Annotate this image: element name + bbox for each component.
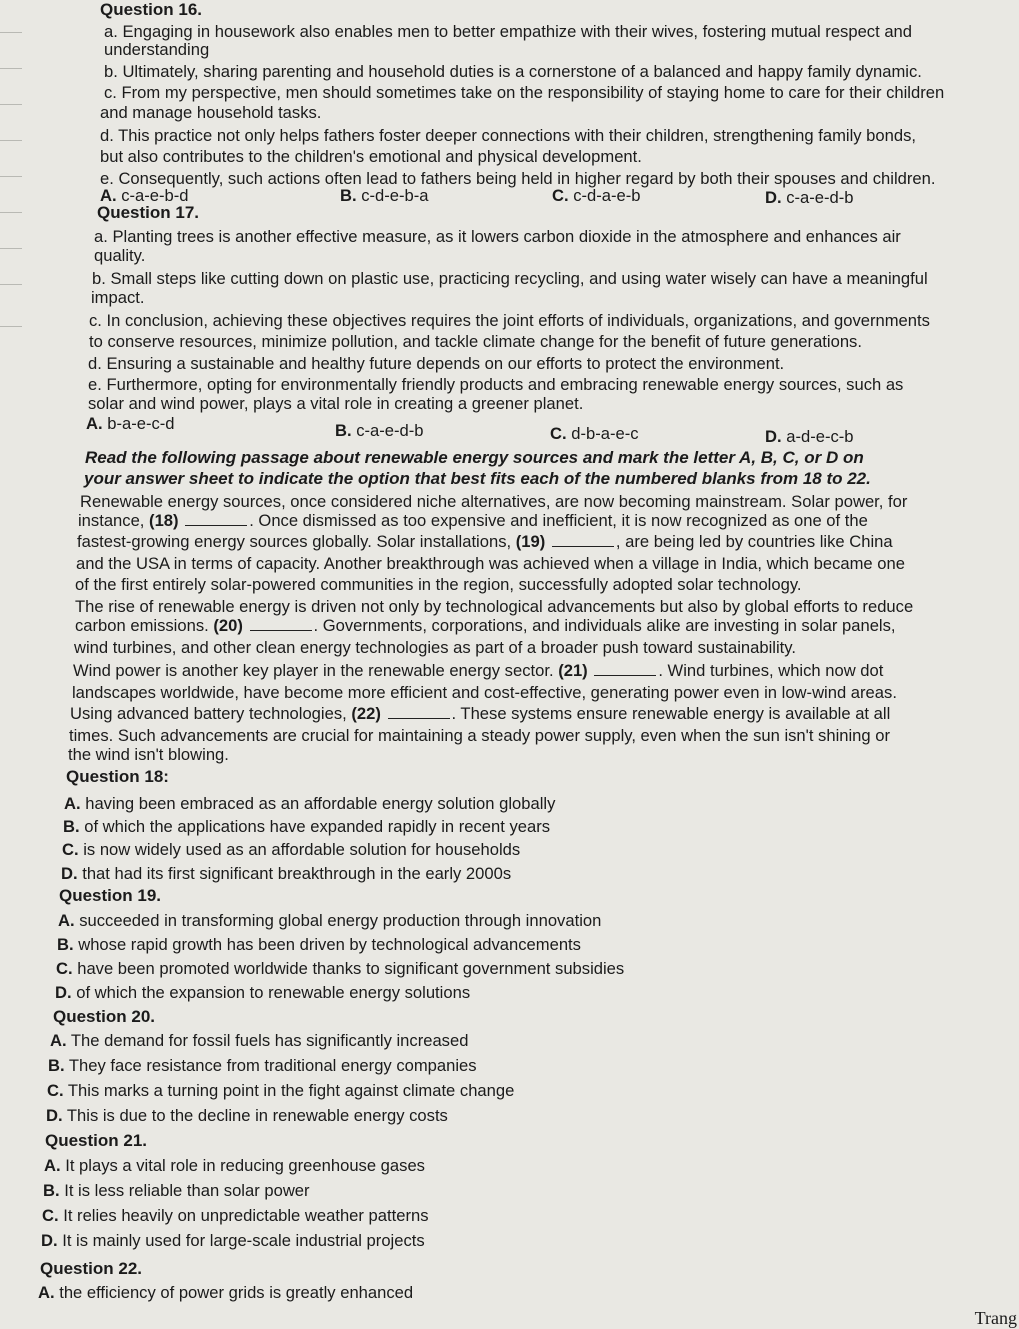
passage-instruction-cont: your answer sheet to indicate the option that best fits each of the numbered blanks from 18 to 22. <box>84 469 871 488</box>
q17-option-a[interactable] <box>86 414 175 433</box>
question-22-title: Question 22. <box>40 1259 143 1278</box>
option-letter: D. <box>46 1106 63 1125</box>
blank-number-20: (20) <box>213 616 243 635</box>
blank-number-21: (21) <box>558 661 588 680</box>
option-letter: B. <box>57 935 74 954</box>
option-text: It is less reliable than solar power <box>64 1181 310 1200</box>
option-letter: B. <box>335 421 352 440</box>
option-text: d-b-a-e-c <box>571 424 639 443</box>
passage-text: . These systems ensure renewable energy is available at all <box>451 704 891 723</box>
q18-option-b[interactable] <box>63 817 550 836</box>
option-text: b-a-e-c-d <box>107 414 175 433</box>
passage-line <box>78 511 868 530</box>
option-text: This marks a turning point in the fight against climate change <box>67 1081 515 1100</box>
option-text: the efficiency of power grids is greatly enhanced <box>59 1283 414 1302</box>
blank-number-22: (22) <box>351 704 381 723</box>
q20-option-d[interactable] <box>46 1106 448 1125</box>
option-text: is now widely used as an affordable solution for households <box>83 840 521 859</box>
q17-sentence-b-cont: impact. <box>91 288 145 307</box>
q16-option-b[interactable] <box>340 186 429 205</box>
option-letter: C. <box>56 959 73 978</box>
passage-text: , are being led by countries like China <box>615 532 893 551</box>
option-text: c-a-e-d-b <box>786 188 854 207</box>
passage-text: instance, <box>78 511 145 530</box>
option-letter: B. <box>63 817 80 836</box>
blank-19[interactable] <box>552 533 614 547</box>
q17-sentence-e-cont: solar and wind power, plays a vital role in creating a greener planet. <box>88 394 584 413</box>
passage-instruction: Read the following passage about renewable energy sources and mark the letter A, B, C, or D on <box>85 448 864 467</box>
q16-sentence-c-cont: and manage household tasks. <box>100 103 322 122</box>
passage-text: Wind power is another key player in the renewable energy sector. <box>73 661 554 680</box>
question-18-title: Question 18: <box>66 767 169 786</box>
passage-line: and the USA in terms of capacity. Another breakthrough was achieved when a village in India, which became one <box>76 554 905 573</box>
option-letter: B. <box>340 186 357 205</box>
option-text: that had its first significant breakthrough in the early 2000s <box>82 864 512 883</box>
blank-18[interactable] <box>185 512 247 526</box>
option-letter: D. <box>55 983 72 1002</box>
q17-option-d[interactable] <box>765 427 854 446</box>
option-text: have been promoted worldwide thanks to significant government subsidies <box>77 959 625 978</box>
passage-line <box>75 616 896 635</box>
passage-text: . Once dismissed as too expensive and inefficient, it is now recognized as one of the <box>249 511 868 530</box>
option-text: of which the expansion to renewable energy solutions <box>76 983 471 1002</box>
option-text: The demand for fossil fuels has significantly increased <box>70 1031 469 1050</box>
passage-line: wind turbines, and other clean energy technologies as part of a broader push toward sustainability. <box>74 638 796 657</box>
passage-line <box>77 532 893 551</box>
option-text: It relies heavily on unpredictable weather patterns <box>63 1206 429 1225</box>
passage-line: of the first entirely solar-powered communities in the region, successfully adopted solar technology. <box>75 575 802 594</box>
q16-option-c[interactable] <box>552 186 641 205</box>
margin-line <box>0 140 22 141</box>
passage-line <box>70 704 890 723</box>
question-19-title: Question 19. <box>59 886 162 905</box>
passage-line: times. Such advancements are crucial for maintaining a steady power supply, even when the sun isn't shining or <box>69 726 891 745</box>
option-letter: C. <box>47 1081 64 1100</box>
option-letter: C. <box>62 840 79 859</box>
margin-line <box>0 176 22 177</box>
blank-number-19: (19) <box>515 532 546 551</box>
q16-sentence-d: d. This practice not only helps fathers foster deeper connections with their children, strengthening family bonds, <box>100 126 917 145</box>
option-text: of which the applications have expanded rapidly in recent years <box>84 817 551 836</box>
passage-text: Using advanced battery technologies, <box>70 704 347 723</box>
q17-sentence-a-cont: quality. <box>94 246 146 265</box>
blank-22[interactable] <box>388 705 450 719</box>
page-footer: Trang <box>974 1308 1017 1328</box>
q16-option-d[interactable] <box>765 188 854 207</box>
q16-sentence-a: a. Engaging in housework also enables men to better empathize with their wives, fostering mutual respect and <box>104 22 913 41</box>
passage-text: . Governments, corporations, and individuals alike are investing in solar panels, <box>313 616 896 635</box>
q16-sentence-b: b. Ultimately, sharing parenting and household duties is a cornerstone of a balanced and happy family dynamic. <box>104 62 922 81</box>
q16-sentence-d-cont: but also contributes to the children's emotional and physical development. <box>100 147 642 166</box>
passage-text: carbon emissions. <box>75 616 209 635</box>
q18-option-a[interactable] <box>64 794 555 813</box>
q18-option-d[interactable] <box>61 864 511 883</box>
option-letter: A. <box>44 1156 61 1175</box>
passage-line: The rise of renewable energy is driven not only by technological advancements but also by global efforts to reduce <box>75 597 914 616</box>
option-letter: A. <box>64 794 81 813</box>
q21-option-c[interactable] <box>42 1206 429 1225</box>
q19-option-a[interactable] <box>58 911 601 930</box>
option-text: having been embraced as an affordable energy solution globally <box>85 794 556 813</box>
q21-option-a[interactable] <box>44 1156 425 1175</box>
option-text: c-d-a-e-b <box>573 186 641 205</box>
q17-sentence-c: c. In conclusion, achieving these objectives requires the joint efforts of individuals, organizations, and governments <box>89 311 930 330</box>
option-text: succeeded in transforming global energy production through innovation <box>79 911 602 930</box>
q20-option-a[interactable] <box>50 1031 468 1050</box>
margin-line <box>0 32 22 33</box>
q17-option-b[interactable] <box>335 421 424 440</box>
passage-line <box>73 661 883 680</box>
option-text: c-a-e-d-b <box>356 421 424 440</box>
q22-option-a[interactable] <box>38 1283 413 1302</box>
option-letter: D. <box>61 864 78 883</box>
passage-text: . Wind turbines, which now dot <box>658 661 884 680</box>
margin-line <box>0 248 22 249</box>
margin-line <box>0 326 22 327</box>
q20-option-c[interactable] <box>47 1081 514 1100</box>
q17-sentence-b: b. Small steps like cutting down on plastic use, practicing recycling, and using water wisely can have a meaningful <box>92 269 928 288</box>
option-letter: B. <box>48 1056 65 1075</box>
q16-sentence-e: e. Consequently, such actions often lead to fathers being held in higher regard by both their spouses and children. <box>100 169 936 188</box>
option-letter: A. <box>50 1031 67 1050</box>
margin-line <box>0 104 22 105</box>
passage-text: fastest-growing energy sources globally. Solar installations, <box>77 532 512 551</box>
q19-option-c[interactable] <box>56 959 624 978</box>
option-text: It is mainly used for large-scale industrial projects <box>62 1231 425 1250</box>
question-16-title: Question 16. <box>100 0 203 19</box>
question-17-title: Question 17. <box>97 203 200 222</box>
margin-line <box>0 68 22 69</box>
q17-option-c[interactable] <box>550 424 639 443</box>
option-text: c-a-e-b-d <box>121 186 189 205</box>
blank-21[interactable] <box>594 662 656 676</box>
passage-line: Renewable energy sources, once considered niche alternatives, are now becoming mainstream. Solar power, for <box>80 492 908 511</box>
q18-option-c[interactable] <box>62 840 520 859</box>
margin-line <box>0 212 22 213</box>
question-21-title: Question 21. <box>45 1131 148 1150</box>
option-letter: C. <box>42 1206 59 1225</box>
option-text: They face resistance from traditional energy companies <box>68 1056 477 1075</box>
blank-number-18: (18) <box>149 511 179 530</box>
option-letter: D. <box>41 1231 58 1250</box>
option-letter: B. <box>43 1181 60 1200</box>
option-text: It plays a vital role in reducing greenhouse gases <box>65 1156 425 1175</box>
option-text: c-d-e-b-a <box>361 186 429 205</box>
option-letter: A. <box>86 414 103 433</box>
option-letter: D. <box>765 427 782 446</box>
q16-sentence-a-cont: understanding <box>104 40 210 59</box>
option-text: a-d-e-c-b <box>786 427 854 446</box>
margin-line <box>0 284 22 285</box>
option-text: This is due to the decline in renewable energy costs <box>66 1106 448 1125</box>
q21-option-d[interactable] <box>41 1231 425 1250</box>
q21-option-b[interactable] <box>43 1181 310 1200</box>
option-text: whose rapid growth has been driven by technological advancements <box>78 935 581 954</box>
q17-sentence-c-cont: to conserve resources, minimize pollution, and tackle climate change for the benefit of future generations. <box>89 332 862 351</box>
q16-sentence-c: c. From my perspective, men should sometimes take on the responsibility of staying home to care for their children <box>104 83 945 102</box>
q17-sentence-d: d. Ensuring a sustainable and healthy future depends on our efforts to protect the environment. <box>88 354 785 373</box>
q17-sentence-a: a. Planting trees is another effective measure, as it lowers carbon dioxide in the atmosphere and enhances air <box>94 227 901 246</box>
q20-option-b[interactable] <box>48 1056 477 1075</box>
blank-20[interactable] <box>250 617 312 631</box>
option-letter: D. <box>765 188 782 207</box>
option-letter: A. <box>100 186 117 205</box>
option-letter: A. <box>38 1283 55 1302</box>
question-20-title: Question 20. <box>53 1007 156 1026</box>
option-letter: C. <box>550 424 567 443</box>
option-letter: A. <box>58 911 75 930</box>
passage-line: landscapes worldwide, have become more efficient and cost-effective, generating power even in low-wind areas. <box>72 683 897 702</box>
option-letter: C. <box>552 186 569 205</box>
q17-sentence-e: e. Furthermore, opting for environmentally friendly products and embracing renewable energy sources, such as <box>88 375 904 394</box>
q19-option-b[interactable] <box>57 935 581 954</box>
passage-line: the wind isn't blowing. <box>68 745 229 764</box>
q19-option-d[interactable] <box>55 983 470 1002</box>
